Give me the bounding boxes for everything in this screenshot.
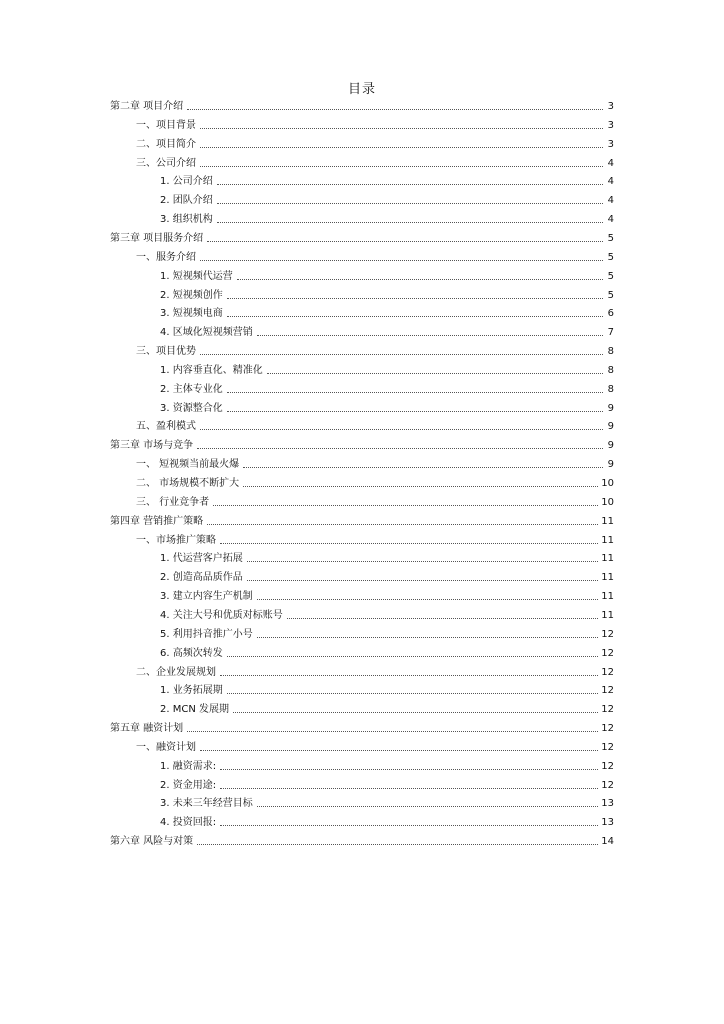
- toc-entry-page-number: 8: [607, 346, 614, 358]
- toc-entry-page-number: 6: [607, 308, 614, 320]
- toc-entry-page-number: 13: [601, 798, 614, 810]
- toc-entry[interactable]: [160, 642, 614, 660]
- toc-entry-label: 三、 行业竞争者: [136, 496, 210, 508]
- toc-entry[interactable]: [160, 792, 614, 810]
- toc-entry[interactable]: [136, 340, 614, 358]
- toc-entry-label: 4. 区域化短视频营销: [160, 327, 253, 339]
- toc-leader-dots: [287, 618, 599, 619]
- toc-entry-page-number: 12: [601, 628, 614, 640]
- toc-entry[interactable]: [160, 547, 614, 565]
- toc-leader-dots: [243, 486, 598, 487]
- toc-entry[interactable]: [136, 133, 614, 151]
- toc-entry[interactable]: [160, 774, 614, 792]
- toc-entry-page-number: 4: [607, 214, 614, 226]
- toc-leader-dots: [247, 561, 599, 562]
- toc-entry-label: 第三章 项目服务介绍: [110, 232, 204, 244]
- toc-leader-dots: [200, 429, 603, 430]
- toc-entry-label: 6. 高频次转发: [160, 647, 223, 659]
- toc-entry-page-number: 10: [601, 496, 614, 508]
- toc-entry-page-number: 14: [601, 836, 614, 848]
- toc-entry[interactable]: [110, 227, 614, 245]
- toc-leader-dots: [227, 411, 603, 412]
- toc-entry-page-number: 11: [601, 515, 614, 527]
- toc-leader-dots: [187, 731, 598, 732]
- toc-entry[interactable]: [160, 208, 614, 226]
- toc-leader-dots: [200, 260, 603, 261]
- toc-entry-label: 3. 资源整合化: [160, 402, 223, 414]
- toc-leader-dots: [233, 712, 598, 713]
- toc-leader-dots: [257, 335, 603, 336]
- toc-entry-label: 第五章 融资计划: [110, 723, 184, 735]
- toc-entry[interactable]: [136, 491, 614, 509]
- toc-entry[interactable]: [160, 397, 614, 415]
- toc-entry-label: 4. 投资回报:: [160, 817, 217, 829]
- toc-entry-label: 3. 短视频电商: [160, 308, 223, 320]
- toc-entry-label: 三、项目优势: [136, 346, 196, 358]
- toc-entry-page-number: 8: [607, 383, 614, 395]
- toc-entry-page-number: 7: [607, 327, 614, 339]
- toc-entry[interactable]: [160, 265, 614, 283]
- toc-entry[interactable]: [110, 717, 614, 735]
- toc-entry-label: 三、公司介绍: [136, 157, 196, 169]
- toc-entry-label: 2. 创造高品质作品: [160, 572, 243, 584]
- toc-leader-dots: [243, 467, 603, 468]
- toc-entry-page-number: 12: [601, 647, 614, 659]
- toc-entry-page-number: 9: [607, 402, 614, 414]
- toc-entry[interactable]: [160, 755, 614, 773]
- toc-leader-dots: [220, 788, 598, 789]
- toc-leader-dots: [217, 222, 603, 223]
- toc-entry[interactable]: [136, 415, 614, 433]
- toc-entry[interactable]: [160, 566, 614, 584]
- toc-leader-dots: [200, 166, 603, 167]
- toc-entry-page-number: 3: [607, 138, 614, 150]
- toc-entry-label: 2. 主体专业化: [160, 383, 223, 395]
- toc-entry[interactable]: [160, 321, 614, 339]
- toc-entry[interactable]: [160, 189, 614, 207]
- toc-entry-label: 1. 短视频代运营: [160, 270, 233, 282]
- toc-leader-dots: [227, 693, 599, 694]
- toc-leader-dots: [200, 128, 603, 129]
- toc-entry[interactable]: [160, 170, 614, 188]
- toc-entry-label: 一、服务介绍: [136, 251, 196, 263]
- toc-entry[interactable]: [136, 736, 614, 754]
- toc-entry-page-number: 11: [601, 609, 614, 621]
- toc-leader-dots: [227, 316, 603, 317]
- toc-entry-page-number: 11: [601, 534, 614, 546]
- toc-entry[interactable]: [136, 661, 614, 679]
- toc-entry[interactable]: [136, 246, 614, 264]
- toc-leader-dots: [267, 373, 603, 374]
- toc-entry-page-number: 11: [601, 572, 614, 584]
- toc-entry[interactable]: [160, 698, 614, 716]
- toc-entry[interactable]: [160, 359, 614, 377]
- toc-entry[interactable]: [160, 378, 614, 396]
- toc-entry-page-number: 12: [601, 741, 614, 753]
- toc-leader-dots: [197, 448, 603, 449]
- toc-entry[interactable]: [160, 679, 614, 697]
- toc-entry-label: 第六章 风险与对策: [110, 836, 194, 848]
- toc-entry-page-number: 11: [601, 553, 614, 565]
- toc-entry-label: 第四章 营销推广策略: [110, 515, 204, 527]
- toc-entry-label: 2. 短视频创作: [160, 289, 223, 301]
- toc-entry-label: 3. 建立内容生产机制: [160, 591, 253, 603]
- toc-entry[interactable]: [110, 830, 614, 848]
- toc-entry[interactable]: [160, 623, 614, 641]
- toc-leader-dots: [227, 656, 599, 657]
- toc-leader-dots: [247, 580, 599, 581]
- toc-entry-label: 2. MCN 发展期: [160, 704, 229, 716]
- toc-entry-label: 一、项目背景: [136, 119, 196, 131]
- toc-entry-label: 1. 内容垂直化、精准化: [160, 364, 263, 376]
- toc-entry-page-number: 4: [607, 195, 614, 207]
- toc-entry-page-number: 12: [601, 685, 614, 697]
- toc-leader-dots: [220, 769, 598, 770]
- toc-leader-dots: [200, 354, 603, 355]
- toc-entry-label: 4. 关注大号和优质对标账号: [160, 609, 283, 621]
- toc-leader-dots: [217, 184, 603, 185]
- toc-leader-dots: [220, 543, 598, 544]
- toc-leader-dots: [213, 505, 598, 506]
- toc-entry-label: 3. 组织机构: [160, 214, 213, 226]
- toc-entry-label: 二、项目简介: [136, 138, 196, 150]
- toc-entry-page-number: 12: [601, 666, 614, 678]
- toc-entry-page-number: 12: [601, 704, 614, 716]
- toc-leader-dots: [217, 203, 603, 204]
- toc-leader-dots: [257, 637, 599, 638]
- toc-leader-dots: [197, 844, 598, 845]
- toc-entry[interactable]: [110, 510, 614, 528]
- toc-entry-label: 2. 团队介绍: [160, 195, 213, 207]
- toc-leader-dots: [220, 675, 598, 676]
- toc-leader-dots: [227, 392, 603, 393]
- toc-entry-page-number: 3: [607, 101, 614, 112]
- toc-entry-page-number: 13: [601, 817, 614, 829]
- toc-entry-page-number: 4: [607, 176, 614, 188]
- toc-entry-label: 五、盈利模式: [136, 421, 196, 433]
- toc-entry-page-number: 12: [601, 779, 614, 791]
- toc-leader-dots: [257, 599, 599, 600]
- toc-leader-dots: [200, 750, 598, 751]
- toc-entry-label: 第二章 项目介绍: [110, 101, 184, 112]
- toc-leader-dots: [187, 109, 603, 110]
- toc-entry-label: 3. 未来三年经营目标: [160, 798, 253, 810]
- toc-entry-page-number: 3: [607, 119, 614, 131]
- toc-entry-page-number: 9: [607, 421, 614, 433]
- toc-entry-label: 一、 短视频当前最火爆: [136, 459, 240, 471]
- toc-leader-dots: [237, 279, 603, 280]
- toc-entry-page-number: 5: [607, 270, 614, 282]
- toc-leader-dots: [200, 147, 603, 148]
- toc-entry-page-number: 11: [601, 591, 614, 603]
- toc-entry[interactable]: [110, 95, 614, 113]
- toc-entry-page-number: 4: [607, 157, 614, 169]
- toc-entry[interactable]: [160, 811, 614, 829]
- toc-entry[interactable]: [136, 152, 614, 170]
- toc-entry-label: 1. 代运营客户拓展: [160, 553, 243, 565]
- toc-entry[interactable]: [136, 114, 614, 132]
- toc-leader-dots: [227, 298, 603, 299]
- toc-entry-page-number: 9: [607, 459, 614, 471]
- toc-entry-label: 二、企业发展规划: [136, 666, 216, 678]
- toc-entry-label: 二、 市场规模不断扩大: [136, 478, 240, 489]
- toc-entry-page-number: 5: [607, 289, 614, 301]
- toc-leader-dots: [207, 524, 598, 525]
- toc-entry-label: 第三章 市场与竞争: [110, 440, 194, 452]
- toc-entry-label: 一、融资计划: [136, 741, 196, 753]
- toc-entry[interactable]: [136, 453, 614, 471]
- toc-entry-label: 5. 利用抖音推广小号: [160, 628, 253, 640]
- toc-leader-dots: [257, 806, 599, 807]
- toc-entry[interactable]: [160, 585, 614, 603]
- toc-entry-page-number: 10: [601, 478, 614, 489]
- toc-entry-page-number: 5: [607, 232, 614, 244]
- toc-entry[interactable]: [136, 529, 614, 547]
- toc-entry-label: 1. 公司介绍: [160, 176, 213, 188]
- toc-entry-label: 一、市场推广策略: [136, 534, 216, 546]
- toc-entry-page-number: 12: [601, 760, 614, 772]
- toc-entry[interactable]: [160, 604, 614, 622]
- toc-leader-dots: [207, 241, 603, 242]
- toc-entry-label: 2. 资金用途:: [160, 779, 217, 791]
- toc-leader-dots: [220, 825, 598, 826]
- toc-entry[interactable]: [136, 472, 614, 490]
- toc-entry-page-number: 5: [607, 251, 614, 263]
- toc-title: 目录: [347, 82, 376, 97]
- toc-entry-page-number: 12: [601, 723, 614, 735]
- toc-entry[interactable]: [110, 434, 614, 452]
- toc-entry-page-number: 9: [607, 440, 614, 452]
- toc-entry[interactable]: [160, 302, 614, 320]
- toc-entry[interactable]: [160, 284, 614, 302]
- toc-entry-page-number: 8: [607, 364, 614, 376]
- toc-entry-label: 1. 融资需求:: [160, 760, 217, 772]
- toc-entry-label: 1. 业务拓展期: [160, 685, 223, 697]
